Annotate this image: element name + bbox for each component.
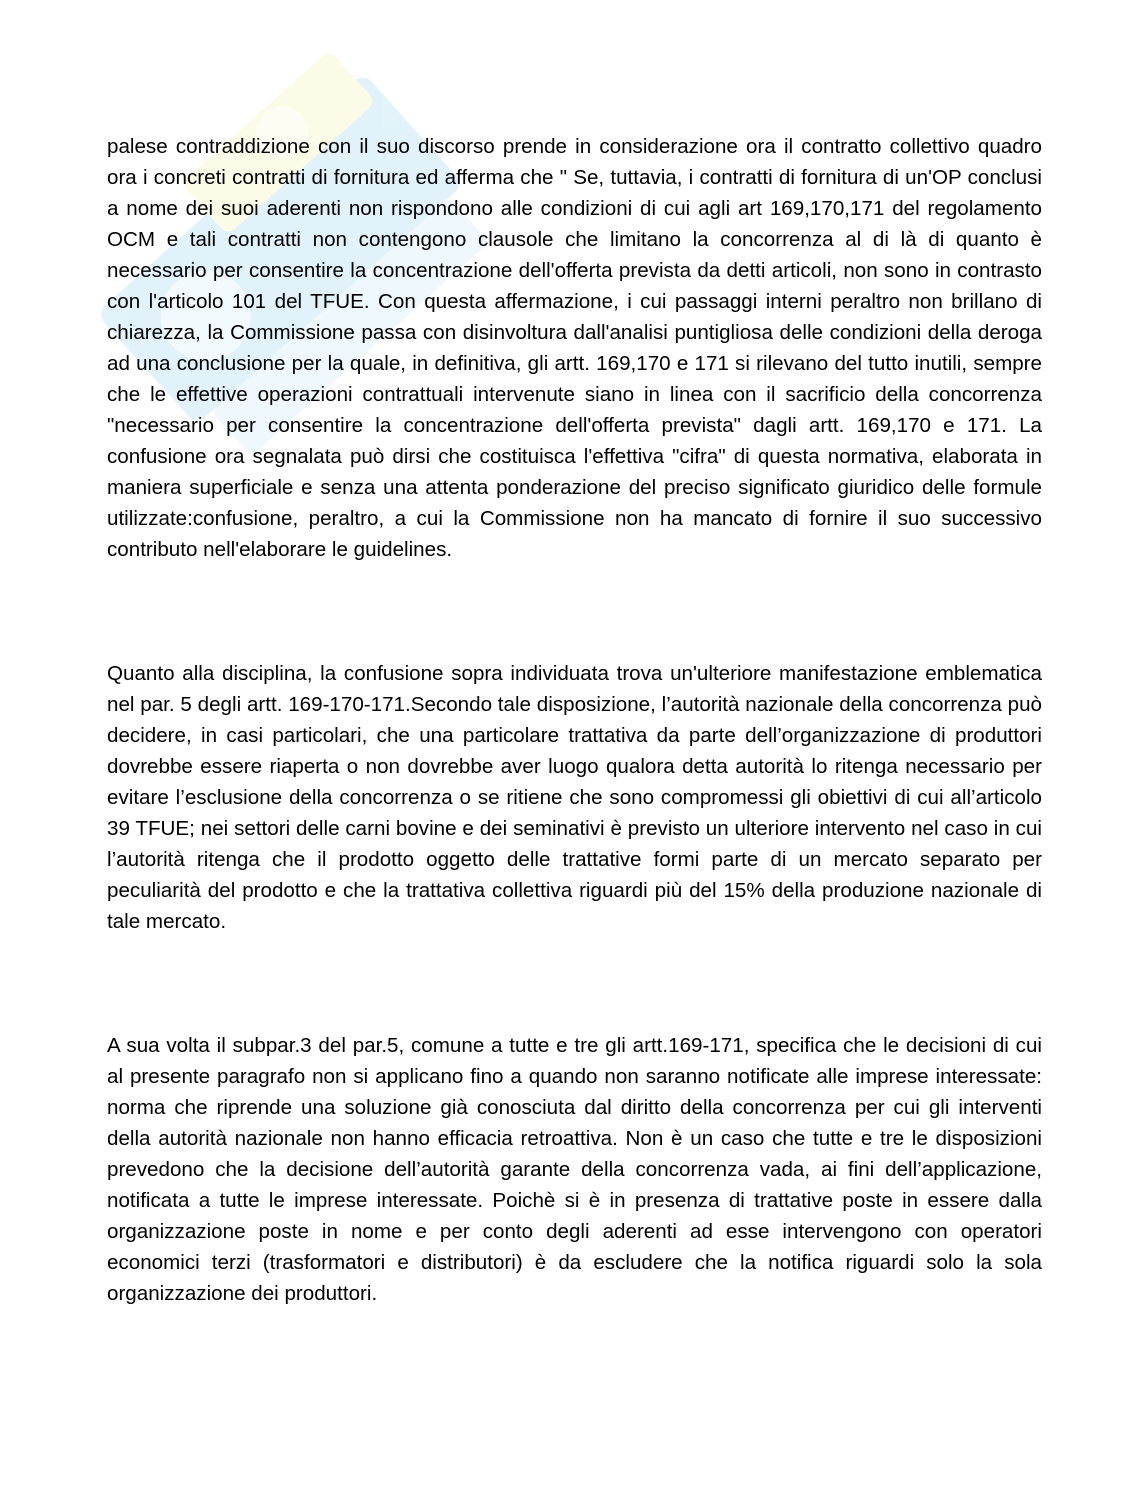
paragraph-3: A sua volta il subpar.3 del par.5, comune a tutte e tre gli artt.169-171, specifica che le decisioni di cui al presente paragrafo non si applicano fino a quando non saranno notificate alle imprese interessate: norma che riprende una soluzione già conosciuta dal diritto della concorrenza per cui gli interventi della autorità nazionale non hanno efficacia retroattiva. Non è un caso che tutte e tre le disposizioni prevedono che la decisione dell’autorità garante della concorrenza vada, ai fini dell’applicazione, notificata a tutte le imprese interessate. Poichè si è in presenza di trattative poste in essere dalla organizzazione poste in nome e per conto degli aderenti ad esse intervengono con operatori economici terzi (trasformatori e distributori) è da escludere che la notifica riguardi solo la sola organizzazione dei produttori. — [107, 1034, 1042, 1305]
paragraph-gap — [107, 937, 1042, 1030]
paragraph-gap — [107, 565, 1042, 658]
document-body — [107, 131, 1042, 1309]
paragraph-1: palese contraddizione con il suo discorso prende in considerazione ora il contratto collettivo quadro ora i concreti contratti di fornitura ed afferma che " Se, tuttavia, i contratti di fornitura di un'OP conclusi a nome dei suoi aderenti non rispondono alle condizioni di cui agli art 169,170,171 del regolamento OCM e tali contratti non contengono clausole che limitano la concorrenza al di là di quanto è necessario per consentire la concentrazione dell'offerta prevista da detti articoli, non sono in contrasto con l'articolo 101 del TFUE. Con questa affermazione, i cui passaggi interni peraltro non brillano di chiarezza, la Commissione passa con disinvoltura dall'analisi puntigliosa delle condizioni della deroga ad una conclusione per la quale, in definitiva, gli artt. 169,170 e 171 si rilevano del tutto inutili, sempre che le effettive operazioni contrattuali intervenute siano in linea con il sacrificio della concorrenza "necessario per consentire la concentrazione dell'offerta prevista" dagli artt. 169,170 e 171. La confusione ora segnalata può dirsi che costituisca l'effettiva "cifra" di questa normativa, elaborata in maniera superficiale e senza una attenta ponderazione del preciso significato giuridico delle formule utilizzate:confusione, peraltro, a cui la Commissione non ha mancato di fornire il suo successivo contributo nell'elaborare le guidelines. — [107, 135, 1042, 561]
paragraph-2: Quanto alla disciplina, la confusione sopra individuata trova un'ulteriore manifestazione emblematica nel par. 5 degli artt. 169-170-171.Secondo tale disposizione, l’autorità nazionale della concorrenza può decidere, in casi particolari, che una particolare trattativa da parte dell’organizzazione di produttori dovrebbe essere riaperta o non dovrebbe aver luogo qualora detta autorità lo ritenga necessario per evitare l’esclusione della concorrenza o se ritiene che sono compromessi gli obiettivi di cui all’articolo 39 TFUE; nei settori delle carni bovine e dei seminativi è previsto un ulteriore intervento nel caso in cui l’autorità ritenga che il prodotto oggetto delle trattative formi parte di un mercato separato per peculiarità del prodotto e che la trattativa collettiva riguardi più del 15% della produzione nazionale di tale mercato. — [107, 662, 1042, 933]
